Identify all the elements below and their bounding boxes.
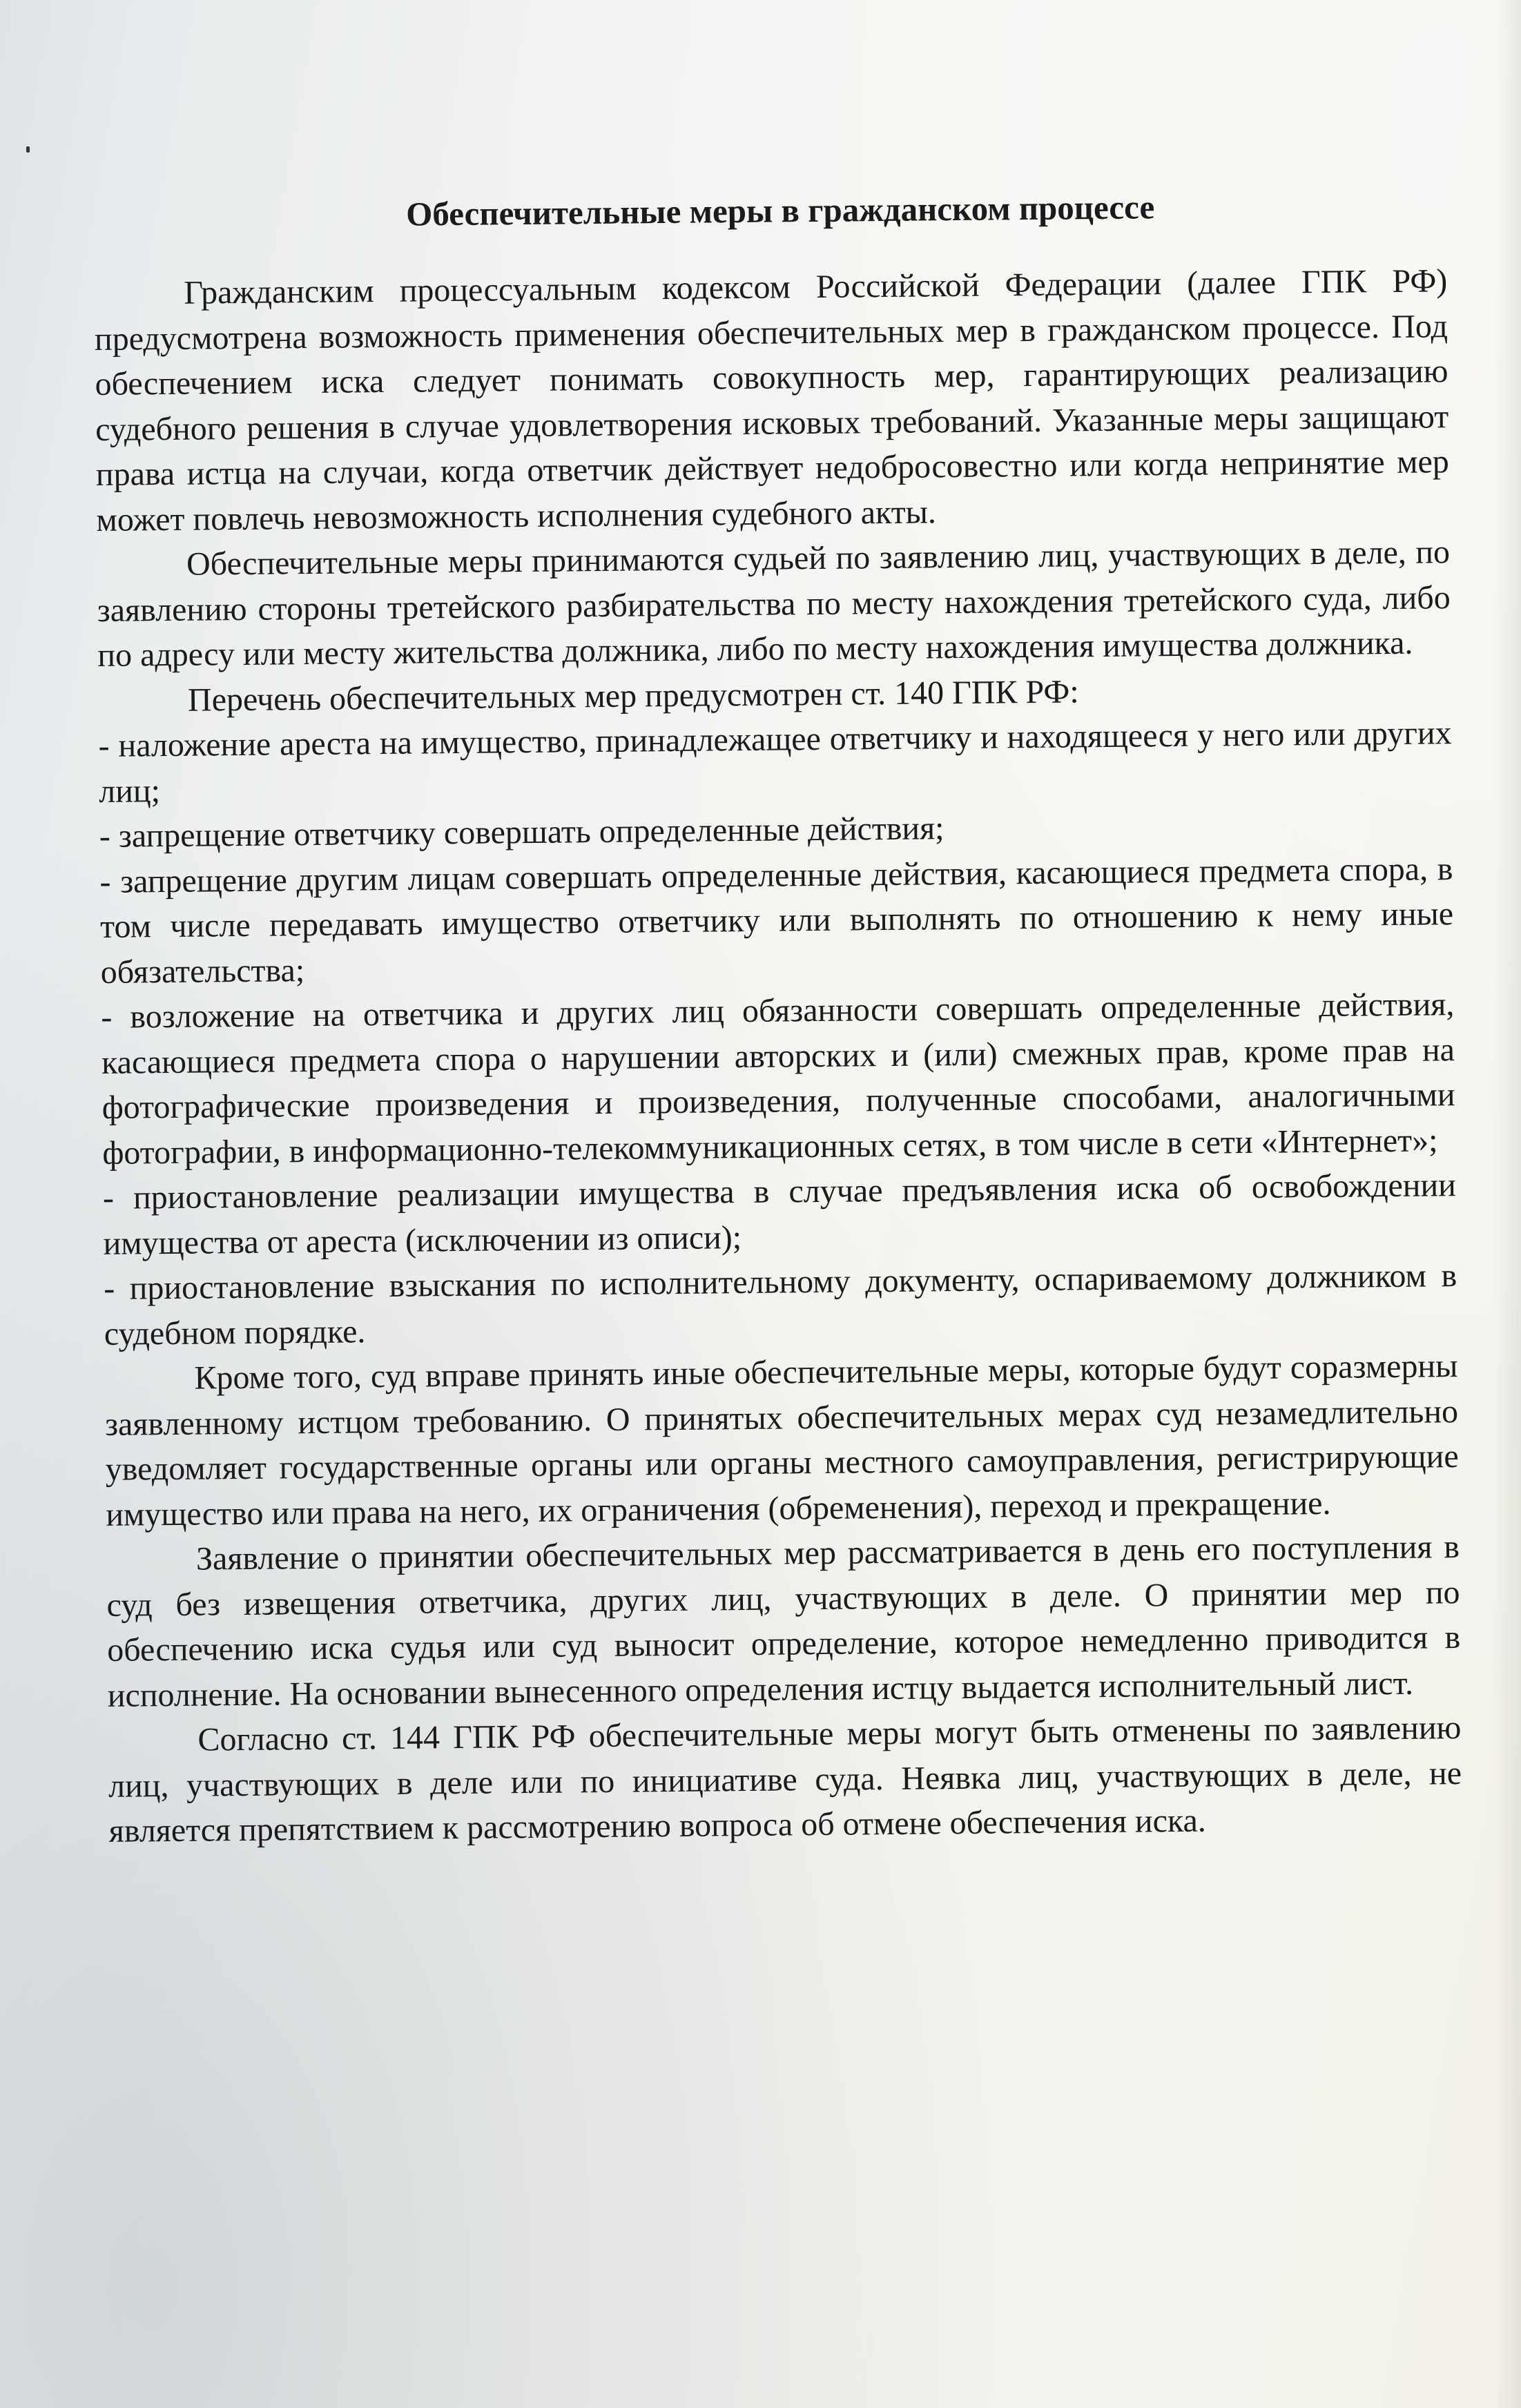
document-body: [93, 184, 1462, 1854]
paragraph-application-review: Заявление о принятии обеспечительных мер рассматривается в день его поступления в суд без извещения ответчика, других лиц, участвующих в деле. О принятии мер по обеспечению иска судья или суд выносит определение, которое немедленно приводится в исполнение. На основании вынесенного определения истцу выдается исполнительный лист.: [106, 1528, 1461, 1714]
page-edge-shadow: [1493, 0, 1521, 2408]
paragraph-other-measures: Кроме того, суд вправе принять иные обеспечительные меры, которые будут соразмерны заявленному истцом требованию. О принятых обеспечительных мерах суд незамедлительно уведомляет государственные органы или органы местного самоуправления, регистрирующие имущество или права на него, их ограничения (обременения), переход и прекращение.: [104, 1348, 1459, 1533]
list-item-arrest: - наложение ареста на имущество, принадлежащее ответчику и находящееся у него или других лиц;: [98, 715, 1452, 810]
list-item-suspend-recovery: - приостановление взыскания по исполнительному документу, оспариваемому должником в судебном порядке.: [103, 1257, 1457, 1352]
paragraph-who-applies: Обеспечительные меры принимаются судьей по заявлению лиц, участвующих в деле, по заявлению стороны третейского разбирательства по месту нахождения третейского суда, либо по адресу или месту жительства должника, либо по месту нахождения имущества должника.: [97, 534, 1451, 674]
list-item-obligation: - возложение на ответчика и других лиц обязанности совершать определенные действия, касающиеся предмета спора о нарушении авторских и (или) смежных прав, кроме прав на фотографические произведения и произведения, полученные способами, аналогичными фотографии, в информационно-телекоммуникационных сетях, в том числе в сети «Интернет»;: [101, 986, 1455, 1172]
list-item-others-ban: - запрещение другим лицам совершать определенные действия, касающиеся предмета спора, в том числе передавать имущество ответчику или выполнять по отношению к нему иные обязательства;: [99, 850, 1454, 991]
list-item-defendant-ban: - запрещение ответчику совершать определенные действия;: [99, 810, 944, 855]
paragraph-cancellation: Согласно ст. 144 ГПК РФ обеспечительные меры могут быть отменены по заявлению лиц, участвующих в деле или по инициативе суда. Неявка лиц, участвующих в деле, не является препятствием к рассмотрению вопроса об отмене обеспечения иска.: [108, 1709, 1462, 1849]
paper-speck: [26, 146, 30, 153]
list-item-suspend-sale: - приостановление реализации имущества в случае предъявления иска об освобождении имущества от ареста (исключении из описи);: [102, 1167, 1457, 1262]
paragraph-intro: Гражданским процессуальным кодексом Российской Федерации (далее ГПК РФ) предусмотрена возможность применения обеспечительных мер в гражданском процессе. Под обеспечением иска следует понимать совокупность мер, гарантирующих реализацию судебного решения в случае удовлетворения исковых требований. Указанные меры защищают права истца на случаи, когда ответчик действует недобросовестно или когда непринятие мер может повлечь невозможность исполнения судебного акты.: [94, 262, 1450, 538]
paragraph-list-heading: Перечень обеспечительных мер предусмотрен ст. 140 ГПК РФ:: [187, 672, 1079, 719]
document-title: Обеспечительные меры в гражданском процессе: [405, 188, 1155, 233]
